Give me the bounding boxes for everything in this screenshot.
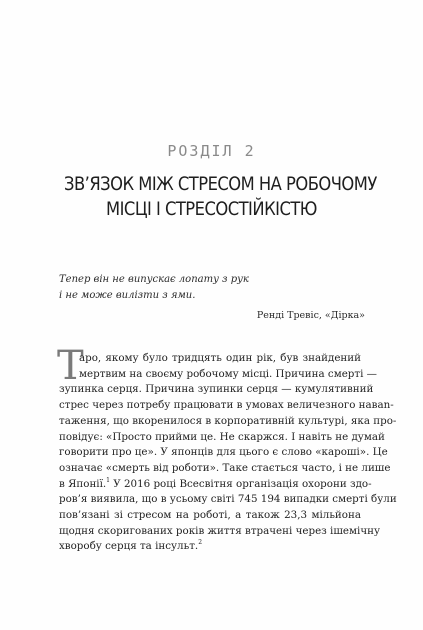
- body-line-7: говорити про це». У японців для цього є слово «кароші». Це: [59, 446, 388, 459]
- body-line-13: [59, 539, 361, 555]
- footnote-marker-2: 2: [198, 539, 203, 547]
- chapter-title: [64, 172, 377, 222]
- body-line-2: мертвим на своєму робочому місці. Причина смерті —: [79, 367, 377, 380]
- body-line-6: повідує: «Просто прийми це. Не скаржся. І навіть не думай: [59, 430, 385, 443]
- body-line-9: [59, 476, 372, 493]
- body-line-3: зупинка серця. Причина зупинки серця — кумулятивний: [59, 383, 374, 396]
- body-line-1: аро, якому було тридцять один рік, був знайдений: [79, 352, 361, 364]
- body-line-4: стрес через потребу працювати в умовах величезного навan-: [59, 399, 394, 412]
- body-line-10: ров’я виявила, що в усьому світі 745 194 випадки смерті були: [59, 493, 397, 506]
- drop-cap: Т: [57, 343, 84, 389]
- epigraph-line-1: Тепер він не випускає лопату з рук: [59, 274, 249, 285]
- footnote-marker-1: 1: [106, 476, 110, 484]
- chapter-label: РОЗДІЛ 2: [167, 142, 256, 160]
- body-line-12: щодня скоригованих років життя втрачені через ішемічну: [59, 524, 381, 537]
- body-line-5: таження, що вкоренилося в корпоративній культурі, яка про-: [59, 414, 397, 427]
- epigraph: [59, 272, 359, 304]
- body-line-9-rest: У 2016 році Всесвітня організація охорони здо-: [110, 477, 372, 490]
- body-line-13-text: хворобу серця та інсульт.: [59, 540, 199, 553]
- chapter-title-line-1: ЗВ’ЯЗОК МІЖ СТРЕСОМ НА РОБОЧОМУ: [64, 173, 377, 195]
- chapter-title-line-2: МІСЦІ І СТРЕСОСТІЙКІСТЮ: [106, 198, 317, 220]
- epigraph-attribution: Ренді Тревіс, «Дірка»: [256, 310, 365, 321]
- body-line-11: пов’язані зі стресом на роботі, а також 23,3 мільйона: [59, 509, 361, 522]
- body-line-9-start: в Японії.: [59, 477, 107, 490]
- body-line-8: означає «смерть від роботи». Таке стається часто, і не лише: [59, 461, 391, 474]
- body-paragraph: [59, 351, 397, 555]
- epigraph-line-2: і не може вилізти з ями.: [59, 290, 196, 301]
